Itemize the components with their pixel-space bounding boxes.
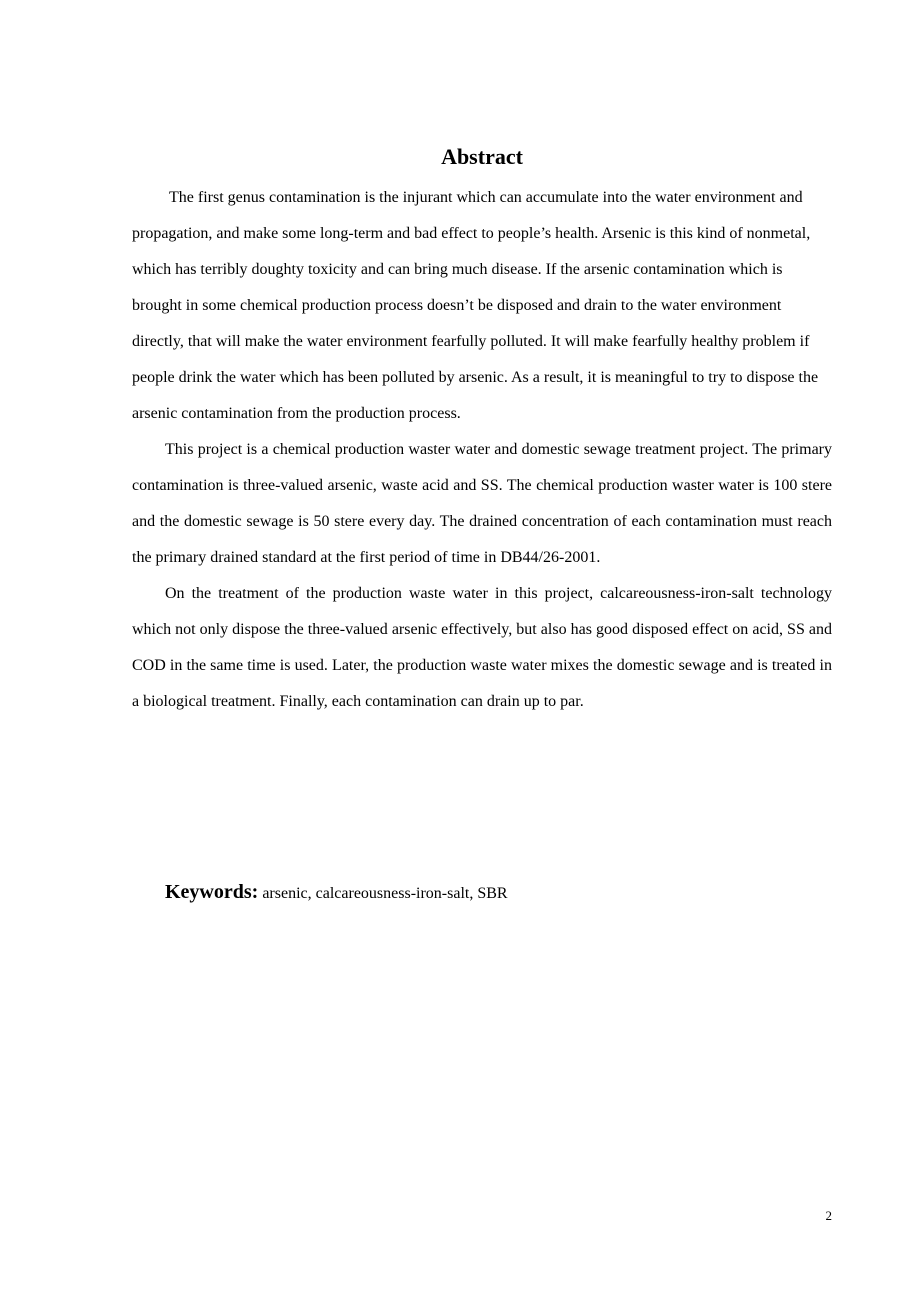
abstract-body [132,180,832,720]
abstract-paragraph-2: This project is a chemical production waster water and domestic sewage treatment project. The primary contamination is three-valued arsenic, waste acid and SS. The chemical production waster water is 100 stere and the domestic sewage is 50 stere every day. The drained concentration of each contamination must reach the primary drained standard at the first period of time in DB44/26-2001. [132,441,832,566]
keywords-value: arsenic, calcareousness-iron-salt, SBR [262,885,508,902]
abstract-paragraph-1: The first genus contamination is the injurant which can accumulate into the water environment and propagation, and make some long-term and bad effect to people’s health. Arsenic is this kind of nonmetal, which has terribly doughty toxicity and can bring much disease. If the arsenic contamination which is brought in some chemical production process doesn’t be disposed and drain to the water environment directly, that will make the water environment fearfully polluted. It will make fearfully healthy problem if people drink the water which has been polluted by arsenic. As a result, it is meaningful to try to dispose the arsenic contamination from the production process. [132,189,819,422]
abstract-title: Abstract [441,144,523,169]
abstract-paragraph-3: On the treatment of the production waste water in this project, calcareousness-iron-salt technology which not only dispose the three-valued arsenic effectively, but also has good disposed effect on acid, SS and COD in the same time is used. Later, the production waste water mixes the domestic sewage and is treated in a biological treatment. Finally, each contamination can drain up to par. [132,585,832,710]
keywords-line [165,876,832,910]
page-number: 2 [825,1208,832,1223]
keywords-label: Keywords: [165,881,259,903]
